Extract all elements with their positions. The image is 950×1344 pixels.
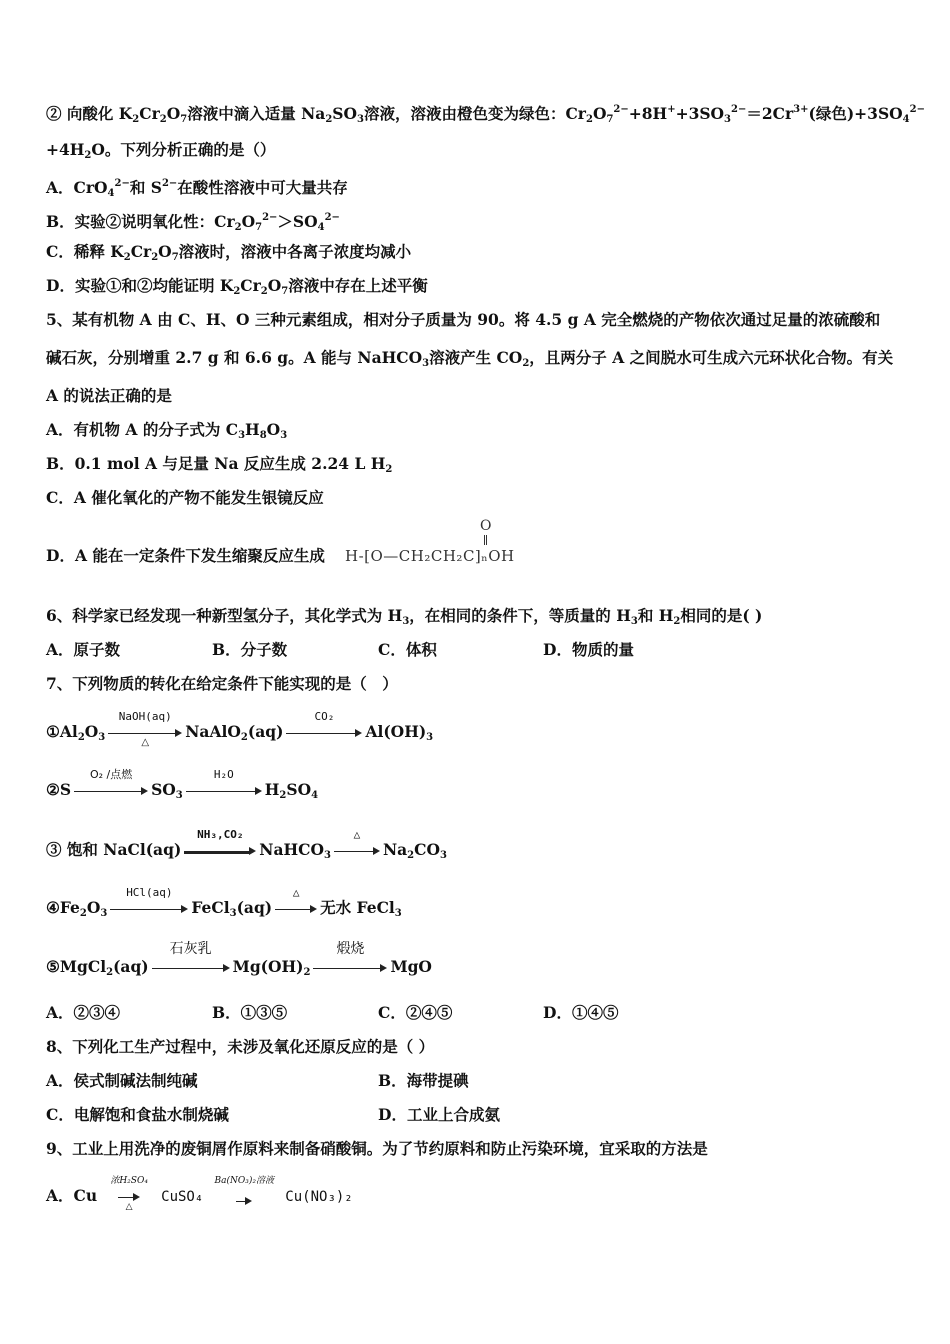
q6-option-a: A．原子数 [46,640,121,659]
q7-option-d: D．①④⑤ [543,1003,619,1022]
q6-option-b: B．分子数 [212,640,288,659]
q4-option-b: B．实验②说明氧化性：$Cr_2O_7^{2-}>SO_4^{2-}$ [46,212,340,233]
q4-option-d: D．实验①和②均能证明 $K_2Cr_2O_7$溶液中存在上述平衡 [46,276,428,297]
q7-reaction-4: $④Fe_2O_3$ HCl(aq) FeCl$_3$(aq) △ 无水 FeCl$_3$ [46,886,402,919]
q5-stem-line2: 碱石灰，分别增重 2.7 g 和 6.6 g。A 能与 NaHCO$_3$溶液产生 $CO_2$，且两分子 A 之间脱水可生成六元环状化合物。有关 [46,348,894,369]
arrow-icon: △ [334,841,380,861]
q8-option-d: D．工业上合成氨 [378,1105,500,1124]
q7-option-b: B．①③⑤ [212,1003,288,1022]
q5-stem-line1: 5、某有机物 A 由 C、H、O 三种元素组成，相对分子质量为 90。将 4.5 g A 完全燃烧的产物依次通过足量的浓硫酸和 [46,310,881,329]
arrow-icon: CO₂ [286,723,362,743]
q5-stem-line3: A 的说法正确的是 [46,386,172,405]
arrow-icon: NaOH(aq) △ [108,723,182,743]
arrow-icon: △ [275,899,317,919]
arrow-icon: 石灰乳 [152,958,230,978]
q6-stem: 6、科学家已经发现一种新型氢分子，其化学式为 $H_3$，在相同的条件下，等质量的 $H_3$和 $H_2$相同的是( ) [46,606,763,627]
q8-stem: 8、下列化工生产过程中，未涉及氧化还原反应的是（ ） [46,1037,435,1056]
q7-reaction-3: ③ 饱和 NaCl(aq) NH₃,CO₂ NaHCO$_3$ △ $Na_2CO_3$ [46,828,447,861]
arrow-icon: 浓H₂SO₄ △ [110,1176,148,1212]
arrow-icon: NH₃,CO₂ [184,841,256,861]
q8-option-b: B．海带提碘 [378,1071,469,1090]
q7-stem: 7、下列物质的转化在给定条件下能实现的是（ ） [46,674,398,693]
q8-option-a: A．侯式制碱法制纯碱 [46,1071,198,1090]
q7-reaction-1: $①Al_2O_3$ NaOH(aq) △ NaAlO$_2$(aq) CO₂ $Al(OH)_3$ [46,710,434,748]
arrow-icon: O₂ /点燃 [74,781,148,801]
arrow-icon: HCl(aq) [110,899,188,919]
q9-option-a: A．Cu 浓H₂SO₄ △ CuSO₄ Ba(NO₃)₂溶液 Cu(NO₃)₂ [46,1176,353,1212]
q4-stem-line2: $+4H_2O$。下列分析正确的是（） [46,140,276,161]
q4-stem-line1: ② 向酸化 $K_2Cr_2O_7$溶液中滴入适量 $Na_2SO_3$溶液，溶液由橙色变为绿色：$Cr_2O_7^{2-}+8H^++3SO_3^{2-}=2Cr^{3+}$(绿色)$+3SO_4^{2-}$ [46,104,925,125]
q6-option-c: C．体积 [378,640,437,659]
q5-option-b: B．0.1 mol A 与足量 Na 反应生成 2.24 L $H_2$ [46,454,393,475]
q4-option-a: A．CrO$_4^{2-}$和 $S^{2-}$在酸性溶液中可大量共存 [46,178,348,199]
q9-stem: 9、工业上用洗净的废铜屑作原料来制备硝酸铜。为了节约原料和防止污染环境，宜采取的方法是 [46,1139,708,1158]
arrow-icon: Ba(NO₃)₂溶液 [206,1187,282,1207]
q5-option-c: C．A 催化氧化的产物不能发生银镜反应 [46,488,324,507]
q7-option-c: C．②④⑤ [378,1003,453,1022]
q5-polymer-formula: O H-[O—CH₂CH₂C]ₙOH [345,518,515,565]
q7-option-a: A．②③④ [46,1003,121,1022]
q7-reaction-5: ⑤MgCl$_2$(aq) 石灰乳 $Mg(OH)_2$ 煅烧 MgO [46,941,432,978]
arrow-icon: H₂O [186,781,262,801]
q7-reaction-2: ②S O₂ /点燃 $SO_3$ H₂O $H_2SO_4$ [46,768,319,801]
q5-option-d: D．A 能在一定条件下发生缩聚反应生成 [46,546,325,565]
q5-option-a: A．有机物 A 的分子式为 $C_3H_8O_3$ [46,420,288,441]
q8-option-c: C．电解饱和食盐水制烧碱 [46,1105,229,1124]
q6-option-d: D．物质的量 [543,640,634,659]
arrow-icon: 煅烧 [313,958,387,978]
q4-option-c: C．稀释 $K_2Cr_2O_7$溶液时，溶液中各离子浓度均减小 [46,242,412,263]
